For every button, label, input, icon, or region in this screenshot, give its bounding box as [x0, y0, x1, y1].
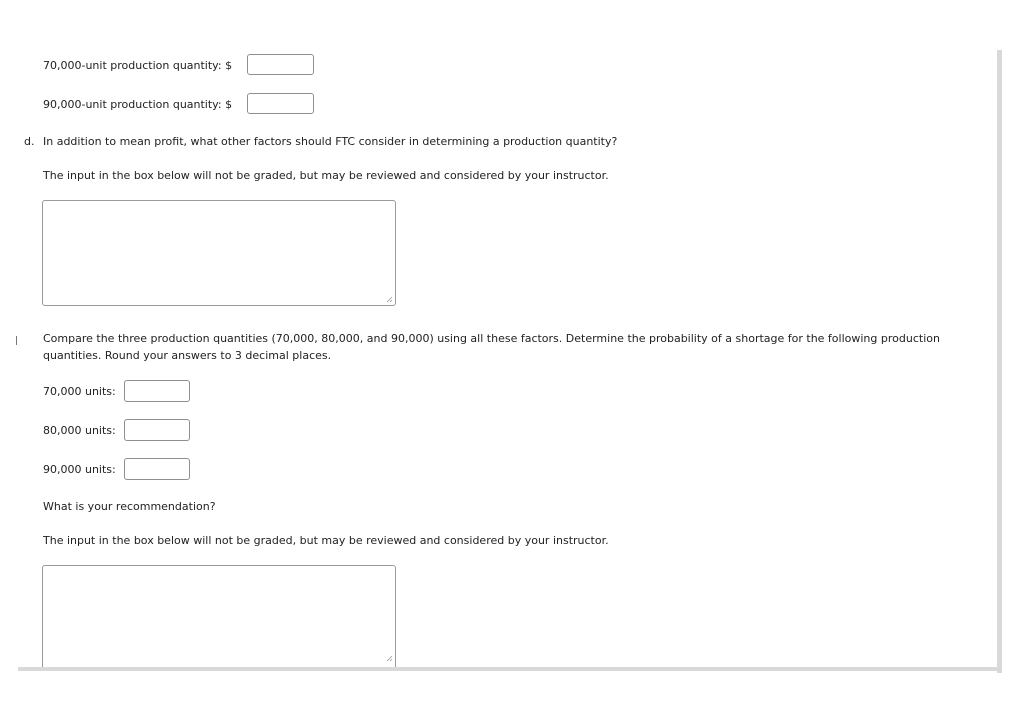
resize-grip-icon[interactable]	[386, 296, 393, 303]
label-90000-units: 90,000 units:	[43, 463, 116, 476]
recommendation-textarea[interactable]	[42, 565, 396, 667]
shortage-80000-input[interactable]	[124, 419, 190, 441]
shortage-70000-input[interactable]	[124, 380, 190, 402]
recommendation-question: What is your recommendation?	[43, 500, 216, 513]
label-70000-units: 70,000 units:	[43, 385, 116, 398]
vertical-scrollbar[interactable]	[997, 50, 1002, 673]
shortage-90000-input[interactable]	[124, 458, 190, 480]
horizontal-scrollbar[interactable]	[18, 667, 1000, 671]
left-margin-marker	[16, 336, 17, 345]
recommendation-note: The input in the box below will not be graded, but may be reviewed and considered by your instructor.	[43, 534, 609, 547]
compare-instructions: Compare the three production quantities (70,000, 80,000, and 90,000) using all these factors. Determine the probability of a shortage for the following production quantities. Round your answers to 3 decimal places.	[43, 332, 940, 362]
resize-grip-icon[interactable]	[386, 655, 393, 662]
profit-90000-input[interactable]	[247, 93, 314, 114]
label-80000-units: 80,000 units:	[43, 424, 116, 437]
part-d-note: The input in the box below will not be graded, but may be reviewed and considered by your instructor.	[43, 169, 609, 182]
part-d-question: In addition to mean profit, what other factors should FTC consider in determining a production quantity?	[43, 135, 618, 148]
label-90000-profit: 90,000-unit production quantity: $	[43, 98, 233, 111]
factors-textarea[interactable]	[42, 200, 396, 306]
profit-70000-input[interactable]	[247, 54, 314, 75]
label-70000-profit: 70,000-unit production quantity: $	[43, 59, 233, 72]
part-d-letter: d.	[24, 135, 35, 148]
